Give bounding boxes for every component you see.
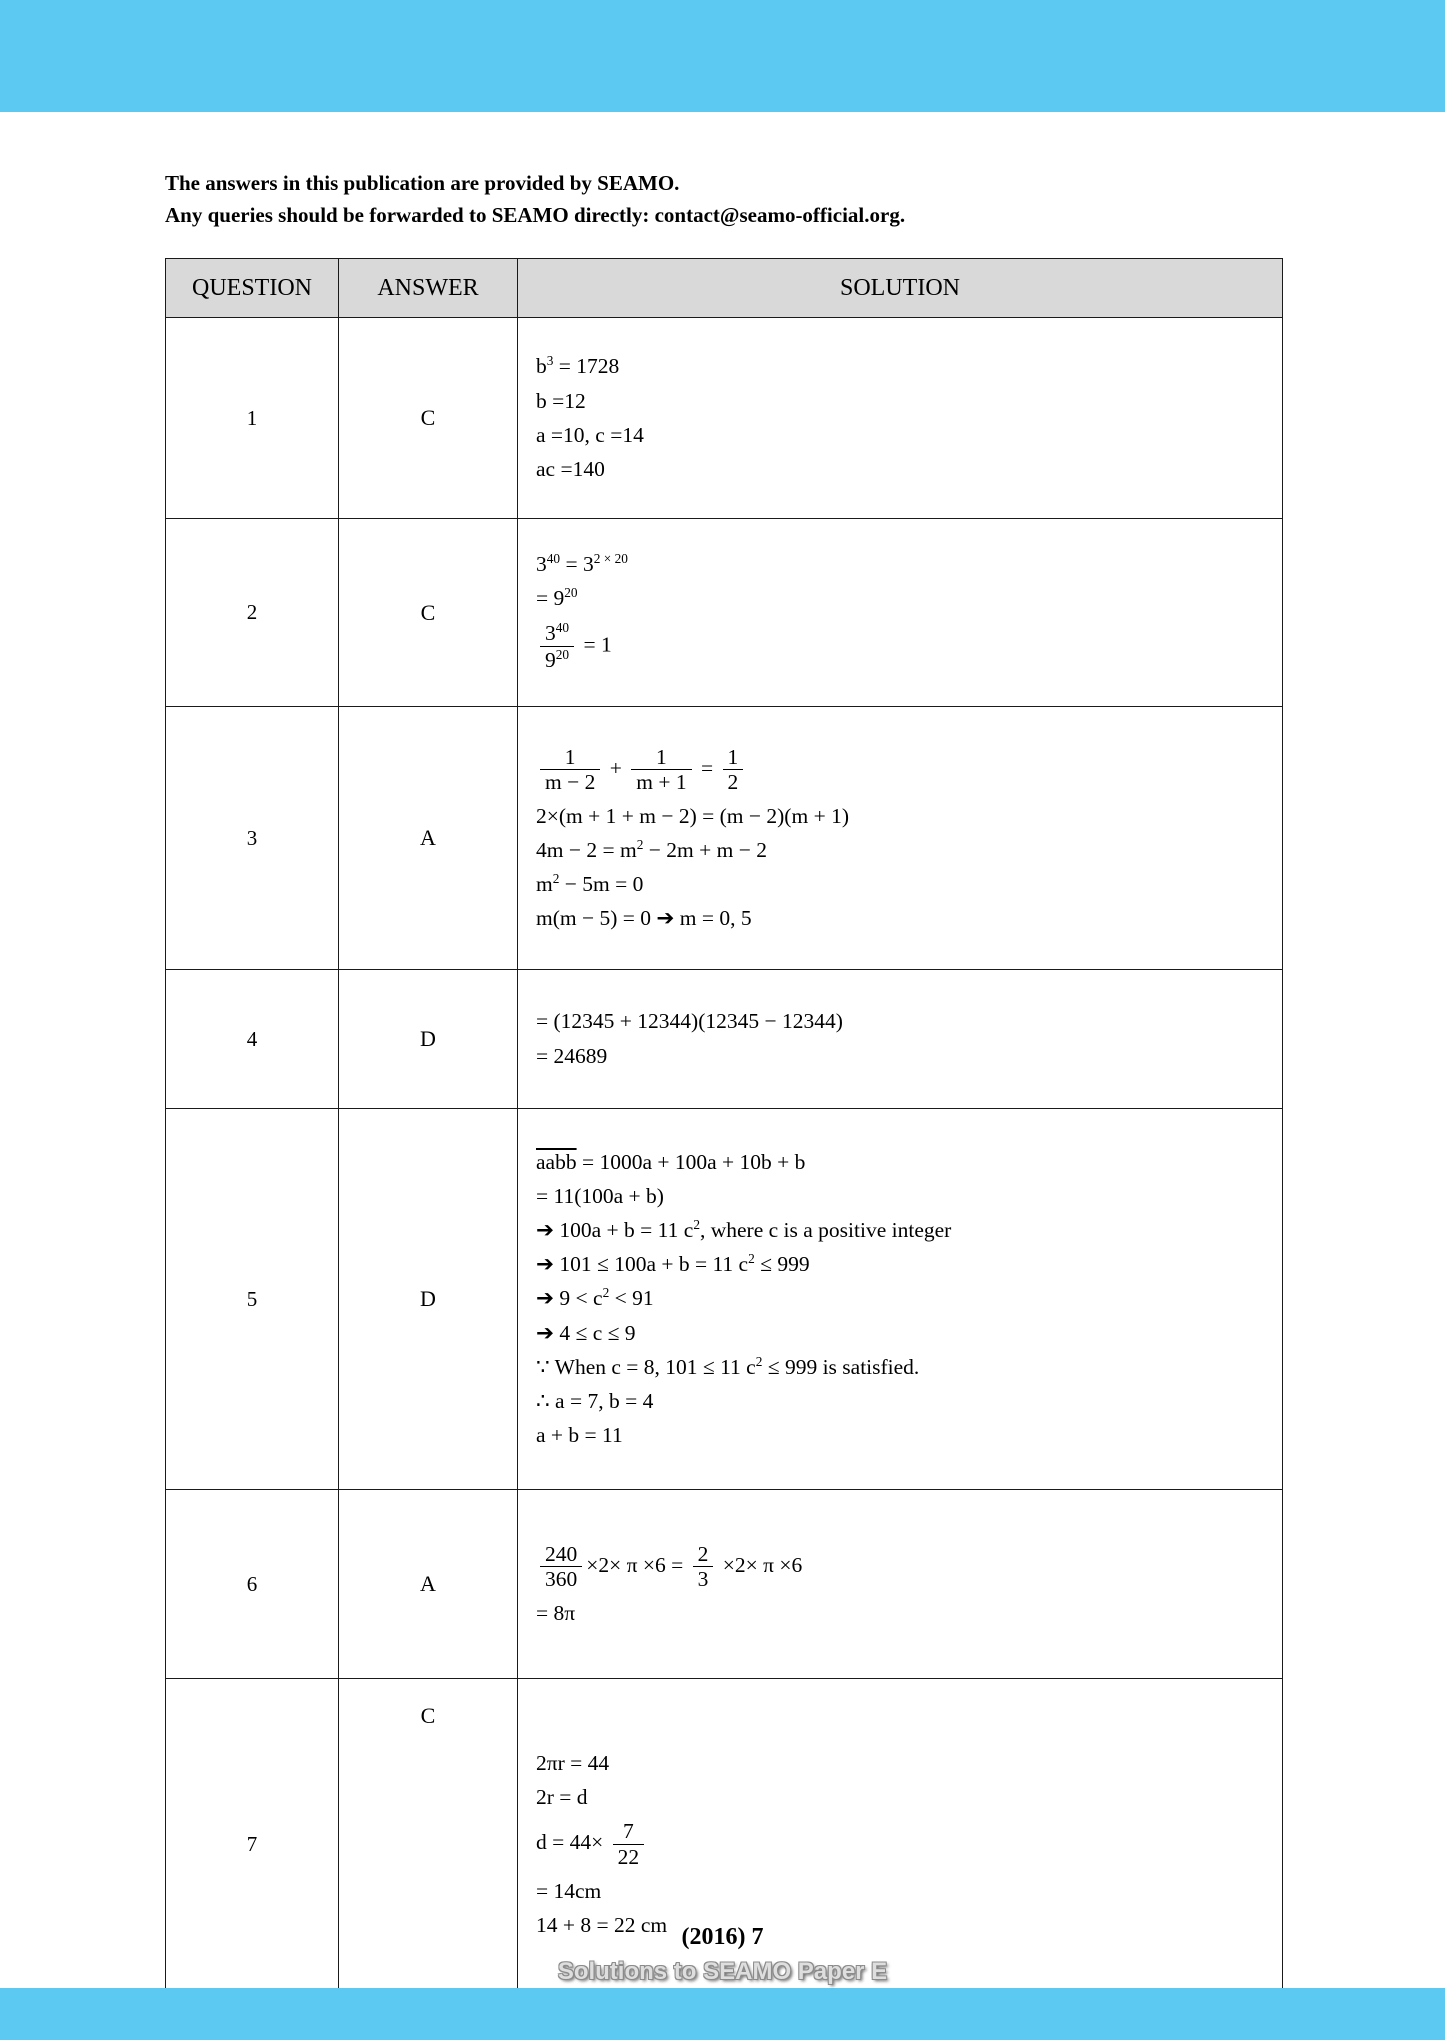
solution-line: $\frac{3^{40}}{9^{20}}$ = 1 xyxy=(536,618,1268,675)
answer-letter: D xyxy=(339,970,518,1109)
solution-line: $4m - 2 = m^2 - 2m + m - 2$ xyxy=(536,837,767,863)
solution-line: a =10, c =14 xyxy=(536,422,644,447)
solution-line: d = 44× $\frac{7}{22}$ xyxy=(536,1817,1268,1871)
solution-line: ➔ 4 ≤ c ≤ 9 xyxy=(536,1320,636,1345)
solution-line: ac =140 xyxy=(536,456,605,481)
question-number: 4 xyxy=(166,970,339,1109)
table-row xyxy=(166,707,1283,970)
solution-line: $\frac{1}{m - 2}$ + $\frac{1}{m + 1}$ = $\frac{1}{2}$ xyxy=(536,743,1268,797)
top-color-band xyxy=(0,0,1445,112)
question-number: 6 xyxy=(166,1490,339,1679)
table-row xyxy=(166,1109,1283,1490)
solution-line: aabb = 1000a + 100a + 10b + b xyxy=(536,1150,806,1175)
column-header-answer: ANSWER xyxy=(339,259,518,318)
solution-line: = (12345 + 12344)(12345 − 12344) xyxy=(536,1009,843,1034)
bottom-color-band xyxy=(0,1988,1445,2040)
solution-line: $m^2 - 5m = 0$ xyxy=(536,871,644,897)
solution-line: ➔ 100a + b = 11 $c^2$, where c is a positive integer xyxy=(536,1217,952,1243)
solution-cell xyxy=(518,519,1283,707)
solution-cell xyxy=(518,1109,1283,1490)
answer-letter: A xyxy=(339,707,518,970)
question-number: 5 xyxy=(166,1109,339,1490)
answer-letter: C xyxy=(339,1679,518,2011)
solution-cell xyxy=(518,318,1283,519)
table-header-row xyxy=(166,259,1283,318)
solution-line: ∵ When c = 8, 101 ≤ 11 $c^2 \le 999$ is satisfied. xyxy=(536,1353,920,1379)
column-header-question: QUESTION xyxy=(166,259,339,318)
table-row xyxy=(166,519,1283,707)
solutions-table-body xyxy=(166,318,1283,2011)
question-number: 7 xyxy=(166,1679,339,2011)
solution-line: = 14cm xyxy=(536,1878,602,1903)
footer-banner-text: Solutions to SEAMO Paper E xyxy=(557,1958,888,1985)
question-number: 3 xyxy=(166,707,339,970)
solution-line: $b^3 = 1728$ xyxy=(536,353,620,379)
solution-line: m(m − 5) = 0 ➔ m = 0, 5 xyxy=(536,906,752,931)
solutions-table xyxy=(165,258,1283,2011)
solution-cell xyxy=(518,1490,1283,1679)
notice-line-1: The answers in this publication are provided by SEAMO. xyxy=(165,171,680,195)
answer-letter: A xyxy=(339,1490,518,1679)
answer-letter: D xyxy=(339,1109,518,1490)
solution-line: = 24689 xyxy=(536,1043,608,1068)
solution-line: = 11(100a + b) xyxy=(536,1184,664,1209)
solution-line: b =12 xyxy=(536,388,586,413)
solution-line: = $9^{20}$ xyxy=(536,585,578,611)
solution-line: = 8π xyxy=(536,1601,576,1626)
solution-line: 2πr = 44 xyxy=(536,1751,610,1776)
answer-letter: C xyxy=(339,318,518,519)
solution-line: ➔ 101 ≤ 100a + b = 11 $c^2 \le 999$ xyxy=(536,1251,810,1277)
question-number: 1 xyxy=(166,318,339,519)
table-row xyxy=(166,318,1283,519)
solution-line: $3^{40} = 3^{2 \times 20}$ xyxy=(536,550,628,577)
solution-cell xyxy=(518,970,1283,1109)
page-number: (2016) 7 xyxy=(681,1924,764,1950)
solution-line: 2r = d xyxy=(536,1785,588,1810)
table-row xyxy=(166,1490,1283,1679)
solution-line: ∴ a = 7, b = 4 xyxy=(536,1388,654,1413)
publisher-notice xyxy=(165,168,905,231)
table-row xyxy=(166,970,1283,1109)
solution-cell xyxy=(518,707,1283,970)
solution-line: $\frac{240}{360}$ ×2× π ×6 = $\frac{2}{3}$ ×2× π ×6 xyxy=(536,1540,1268,1594)
solution-line: ➔ $9 < c^2 < 91$ xyxy=(536,1285,654,1311)
answer-letter: C xyxy=(339,519,518,707)
column-header-solution: SOLUTION xyxy=(518,259,1283,318)
question-number: 2 xyxy=(166,519,339,707)
solution-line: a + b = 11 xyxy=(536,1422,623,1447)
notice-line-2: Any queries should be forwarded to SEAMO directly: contact@seamo-official.org. xyxy=(165,202,906,227)
solution-line: 2×(m + 1 + m − 2) = (m − 2)(m + 1) xyxy=(536,804,849,829)
solution-line: 14 + 8 = 22 cm xyxy=(536,1912,668,1937)
